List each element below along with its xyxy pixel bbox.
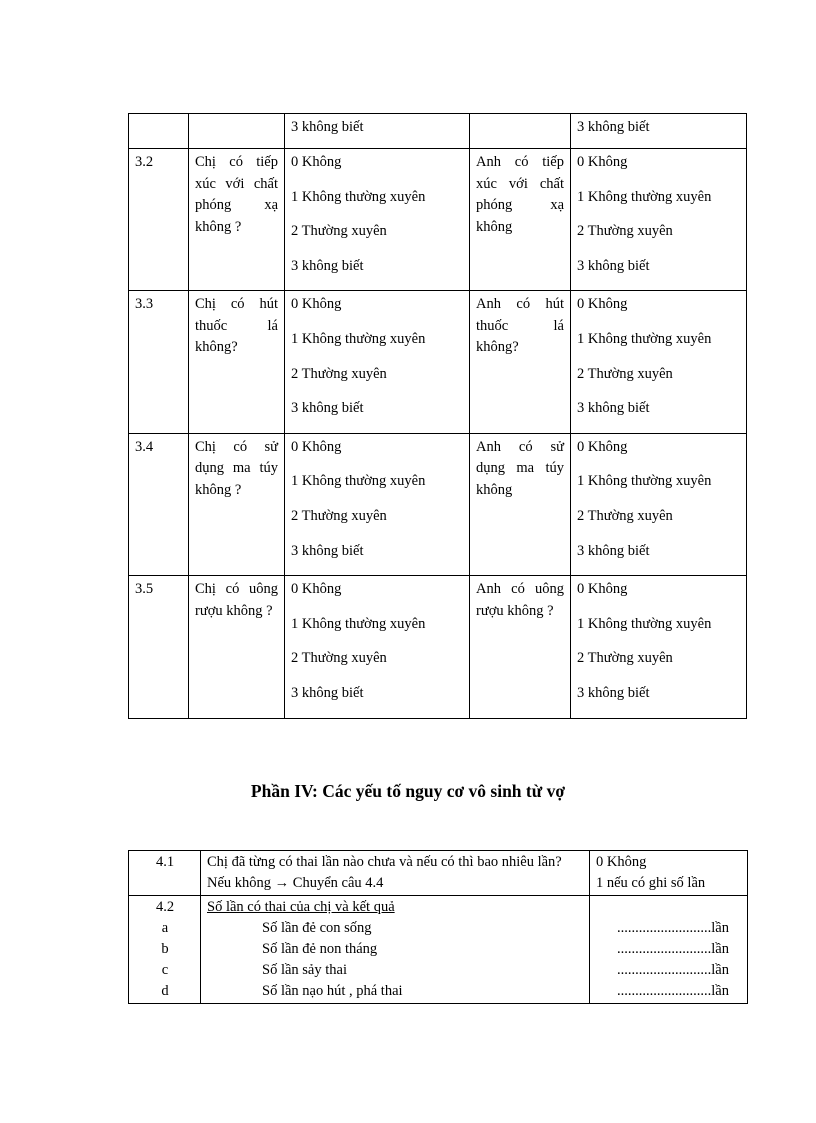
item-letter: c — [161, 962, 169, 978]
answer-blank[interactable]: ..........................lần — [617, 920, 729, 936]
question-text: Chị đã từng có thai lần nào chưa và nếu có thì bao nhiêu lần? Nếu không → Chuyển câu 4.4 — [201, 851, 590, 896]
answer-options — [590, 851, 748, 896]
item-letter: a — [161, 920, 169, 936]
question-number-text: 3.3 — [135, 296, 154, 313]
answer-option: 3 không biết — [291, 542, 364, 559]
table-row — [129, 851, 748, 896]
husband-question-cell — [470, 576, 571, 718]
answer-cell — [590, 896, 748, 1004]
answer-option: 1 Không thường xuyên — [577, 473, 712, 490]
answer-option: 2 Thường xuyên — [577, 365, 673, 382]
answer-option: 2 Thường xuyên — [577, 650, 673, 667]
answer-option: 0 Không — [291, 581, 342, 598]
answer-option: 3 không biết — [577, 257, 650, 274]
husband-answer-cell — [571, 291, 747, 433]
answer-option: 1 nếu có ghi số lần — [596, 875, 706, 891]
answer-option: 3 không biết — [577, 684, 650, 701]
question-number-cell — [129, 149, 189, 291]
husband-question-cell — [470, 291, 571, 433]
question-title: Số lần có thai của chị và kết quả — [207, 899, 395, 915]
answer-option: 2 Thường xuyên — [577, 507, 673, 524]
question-number-text: 3.4 — [135, 438, 154, 455]
husband-question-text: Anh có uông rượu không ? — [476, 581, 564, 619]
answer-option: 1 Không thường xuyên — [577, 330, 712, 347]
item-label: Số lần đẻ con sống — [262, 920, 372, 936]
wife-question-cell — [189, 291, 285, 433]
husband-question-text: Anh có sử dụng ma túy không — [476, 438, 564, 498]
question-text-cell — [201, 896, 590, 1004]
wife-answer-cell — [285, 114, 470, 149]
wife-answer-cell — [285, 149, 470, 291]
question-number-cell — [129, 576, 189, 718]
husband-question-cell — [470, 114, 571, 149]
husband-answer-cell — [571, 114, 747, 149]
table-row — [129, 576, 747, 718]
answer-option: 2 Thường xuyên — [291, 223, 387, 240]
question-number-cell — [129, 291, 189, 433]
answer-option: 1 Không thường xuyên — [291, 615, 426, 632]
section3-table — [128, 113, 747, 149]
table-row — [129, 291, 747, 433]
answer-option: 0 Không — [577, 438, 628, 455]
question-number-text: 3.5 — [135, 581, 154, 598]
husband-question-cell — [470, 149, 571, 291]
answer-option: 2 Thường xuyên — [291, 507, 387, 524]
item-label: Số lần nạo hút , phá thai — [262, 983, 403, 999]
table-row — [129, 114, 747, 149]
answer-option: 1 Không thường xuyên — [291, 330, 426, 347]
wife-answer-cell — [285, 433, 470, 575]
answer-option: 0 Không — [291, 154, 342, 170]
question-number-text: 3.2 — [135, 154, 154, 170]
answer-option: 1 Không thường xuyên — [577, 188, 712, 205]
answer-option: 3 không biết — [291, 257, 364, 274]
answer-blank[interactable]: ..........................lần — [617, 962, 729, 978]
wife-question-cell — [189, 433, 285, 575]
wife-answer-cell — [285, 576, 470, 718]
answer-option: 2 Thường xuyên — [291, 650, 387, 667]
answer-option: 0 Không — [577, 296, 628, 313]
answer-blank[interactable]: ..........................lần — [617, 941, 729, 957]
answer-option: 3 không biết — [577, 400, 650, 417]
husband-question-text: Anh có tiếp xúc với chất phóng xạ không — [476, 154, 564, 235]
answer-blank[interactable]: ..........................lần — [617, 983, 729, 999]
answer-option: 3 không biết — [577, 542, 650, 559]
answer-option: 1 Không thường xuyên — [291, 473, 426, 490]
answer-option: 0 Không — [577, 581, 628, 598]
question-number-cell — [129, 433, 189, 575]
husband-answer-cell — [571, 433, 747, 575]
husband-question-cell — [470, 433, 571, 575]
answer-option: 2 Thường xuyên — [291, 365, 387, 382]
table-row — [129, 896, 748, 1004]
num-cell — [129, 114, 189, 149]
wife-option: 3 không biết — [291, 119, 364, 135]
table-row — [129, 433, 747, 575]
husband-answer-cell — [571, 149, 747, 291]
answer-option: 2 Thường xuyên — [577, 223, 673, 240]
item-label: Số lần đẻ non tháng — [262, 941, 378, 957]
answer-option: 3 không biết — [291, 684, 364, 701]
section4-heading: Phần IV: Các yếu tố nguy cơ vô sinh từ vợ — [250, 781, 566, 801]
item-letter: d — [161, 983, 169, 999]
section4-table — [128, 850, 748, 1004]
wife-question-cell — [189, 576, 285, 718]
answer-option: 0 Không — [596, 854, 647, 870]
husband-question-text: Anh có hút thuốc lá không? — [476, 296, 564, 356]
item-letter: b — [161, 941, 169, 957]
wife-question-text: Chị có hút thuốc lá không? — [195, 296, 278, 356]
answer-option: 0 Không — [291, 296, 342, 313]
wife-answer-cell — [285, 291, 470, 433]
answer-option: 0 Không — [577, 154, 628, 170]
answer-option: 0 Không — [291, 438, 342, 455]
wife-question-text: Chị có uông rượu không ? — [195, 581, 278, 619]
section3-table-body — [128, 148, 747, 719]
wife-question-text: Chị có sử dụng ma túy không ? — [195, 438, 278, 498]
question-number: 4.2 — [155, 899, 175, 915]
answer-option: 3 không biết — [291, 400, 364, 417]
question-number-cell — [129, 896, 201, 1004]
item-label: Số lần sảy thai — [262, 962, 347, 978]
husband-answer-cell — [571, 576, 747, 718]
answer-option: 1 Không thường xuyên — [577, 615, 712, 632]
table-row — [129, 149, 747, 291]
wife-question-text: Chị có tiếp xúc với chất phóng xạ không ? — [195, 154, 278, 235]
wife-question-cell — [189, 114, 285, 149]
husband-option: 3 không biết — [577, 119, 650, 135]
wife-question-cell — [189, 149, 285, 291]
question-number: 4.1 — [129, 851, 201, 896]
answer-option: 1 Không thường xuyên — [291, 188, 426, 205]
